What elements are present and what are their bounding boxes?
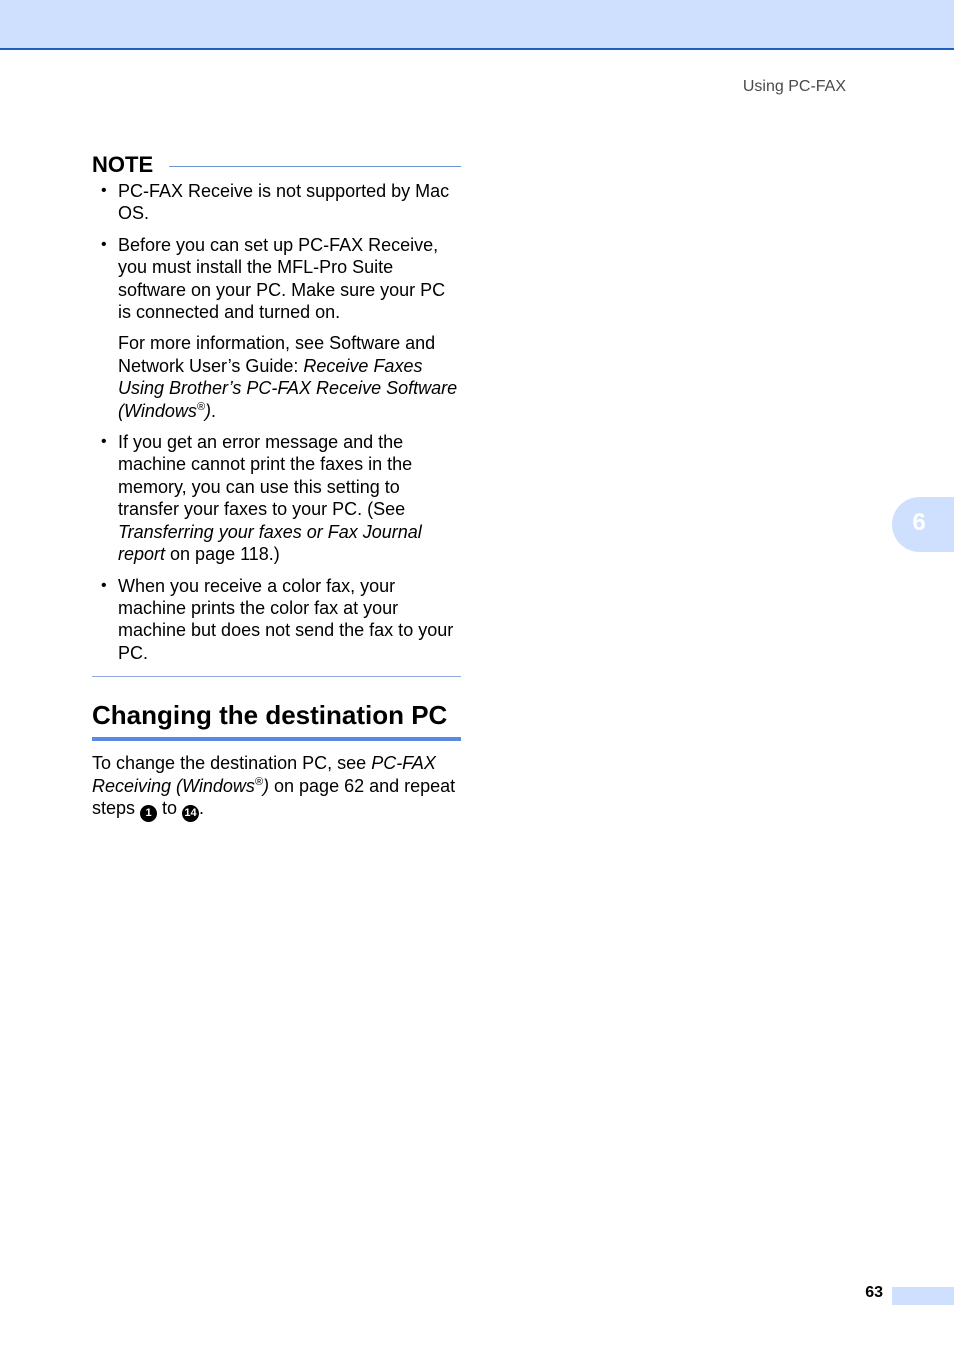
step-number-icon: 14 (182, 805, 199, 822)
section-title: Changing the destination PC (92, 699, 461, 741)
section-body: To change the destination PC, see PC-FAX Receiving (Windows®) on page 62 and repeat steps 1 to 14 . (92, 752, 461, 822)
note-end-rule (92, 676, 461, 677)
note-item-3 (92, 431, 461, 565)
note-item-text: Before you can set up PC-FAX Receive, you must install the MFL-Pro Suite software on your PC. Make sure your PC is connected and turned on. (118, 234, 446, 323)
cross-reference-link[interactable]: PC-FAX Receiving (Windows®) (92, 753, 436, 796)
cross-reference-link[interactable]: Transferring your faxes or Fax Journal report (118, 521, 422, 565)
chapter-tab (892, 497, 954, 552)
running-header: Using PC-FAX (742, 78, 846, 95)
chapter-number: 6 (912, 509, 926, 536)
note-title: NOTE (92, 152, 154, 177)
note-item-followup: For more information, see Software and Network User’s Guide: Receive Faxes Using Brother’s PC-FAX Receive Software (Windows®). (118, 333, 458, 421)
note-item-text: PC-FAX Receive is not supported by Mac OS. (118, 181, 450, 224)
bullet-icon: • (101, 235, 107, 253)
reference-title: Receive Faxes Using Brother’s PC-FAX Receive Software (Windows®) (118, 355, 458, 421)
note-item-4 (92, 575, 461, 665)
page-number: 63 (865, 1284, 883, 1301)
page-content (92, 150, 461, 822)
bullet-icon: • (101, 433, 107, 451)
note-item-text: If you get an error message and the machine cannot print the faxes in the memory, you can use this setting to transfer your faxes to your PC. (See Transferring your faxes or Fax Journal report on page 118.) (118, 432, 422, 565)
top-header-band (0, 0, 954, 50)
step-number-icon: 1 (140, 805, 157, 822)
bullet-icon: • (101, 182, 107, 199)
note-item-2 (92, 234, 461, 422)
note-list (92, 180, 461, 664)
bullet-icon: • (101, 576, 107, 594)
page-number-bar (892, 1287, 954, 1305)
note-header (92, 150, 461, 180)
note-item-1 (92, 180, 461, 225)
note-rule (169, 166, 461, 167)
note-item-text: When you receive a color fax, your machine prints the color fax at your machine but does not send the fax to your PC. (118, 575, 454, 663)
